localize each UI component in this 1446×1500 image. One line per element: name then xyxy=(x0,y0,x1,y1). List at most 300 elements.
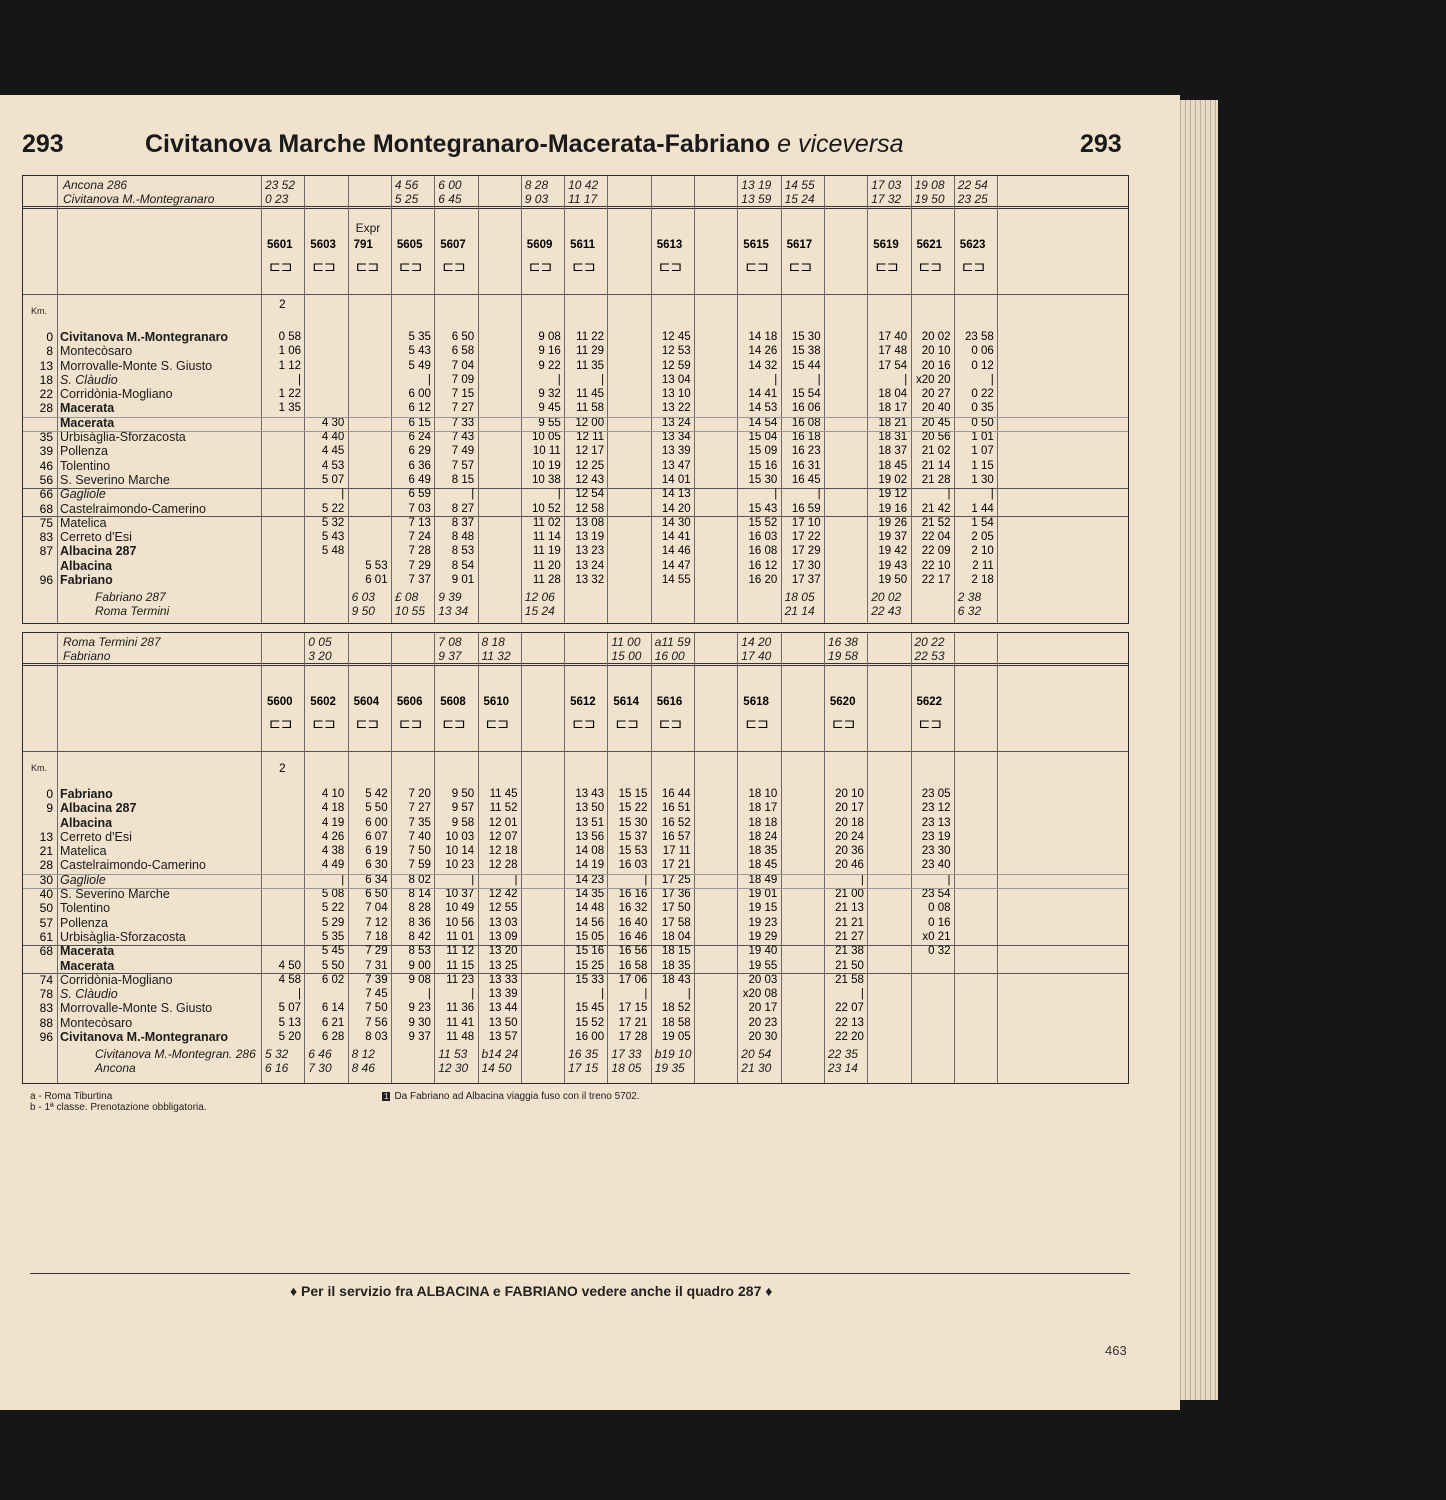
time-cell: 0 50 xyxy=(971,416,994,429)
time-cell: | xyxy=(817,488,821,501)
rule-v-1 xyxy=(304,633,305,1083)
time-cell: 1 44 xyxy=(971,502,994,515)
conn-top-time: 10 42 xyxy=(568,178,599,192)
station-name: S. Clàudio xyxy=(60,987,118,1002)
time-cell: 8 28 xyxy=(408,902,431,915)
time-cell: 18 35 xyxy=(661,959,691,972)
time-cell: 15 52 xyxy=(575,1016,605,1029)
footnote-b: b - 1ª classe. Prenotazione obbligatoria. xyxy=(30,1102,207,1113)
time-cell: 0 35 xyxy=(971,402,994,415)
time-cell: 18 58 xyxy=(661,1016,691,1029)
time-cell: 7 35 xyxy=(408,816,431,829)
train-car-icon: ⊏⊐ xyxy=(398,258,423,274)
time-cell: 23 05 xyxy=(921,788,951,800)
train-car-icon: ⊏⊐ xyxy=(745,715,769,731)
time-cell: 7 18 xyxy=(365,930,388,943)
time-cell: 2 05 xyxy=(971,531,994,544)
time-cell: 13 25 xyxy=(488,959,518,972)
km-value: 68 xyxy=(39,944,53,959)
time-cell: 5 29 xyxy=(321,916,345,929)
time-cell: 7 09 xyxy=(451,373,475,386)
time-cell: 18 49 xyxy=(748,873,778,886)
time-cell: 11 45 xyxy=(489,788,518,800)
time-cell xyxy=(263,844,301,858)
time-cell: 13 24 xyxy=(661,416,691,429)
title-tail: e viceversa xyxy=(777,130,904,158)
station-name: Cerreto d'Esi xyxy=(60,530,132,545)
time-cell: 12 18 xyxy=(488,845,518,858)
train-number: 5621 xyxy=(916,239,943,251)
conn-bottom-time: 17 33 xyxy=(611,1047,642,1061)
page-number-right: 293 xyxy=(1080,130,1122,158)
time-cell: 20 10 xyxy=(835,788,864,800)
time-cell: 18 17 xyxy=(748,802,778,815)
footnote-1: 1 Da Fabriano ad Albacina viaggia fuso con il treno 5702. xyxy=(384,1091,640,1102)
time-cell xyxy=(306,359,344,373)
class-note: 2 xyxy=(279,761,286,775)
conn-top-time: 0 05 xyxy=(308,635,332,649)
time-cell xyxy=(263,473,301,487)
time-cell: 19 26 xyxy=(878,516,908,529)
conn-top-time: 23 25 xyxy=(957,192,988,206)
train-car-icon: ⊏⊐ xyxy=(355,715,380,731)
station-list xyxy=(60,330,228,587)
time-cell: 16 46 xyxy=(618,930,648,943)
group-rule-0 xyxy=(23,417,1128,418)
time-cell: 6 12 xyxy=(408,402,431,415)
km-value: 30 xyxy=(39,872,53,887)
time-column xyxy=(436,330,474,587)
time-cell: 21 38 xyxy=(835,945,864,958)
time-cell: 9 37 xyxy=(408,1031,431,1044)
km-value xyxy=(37,816,53,830)
time-cell: 18 04 xyxy=(661,930,691,943)
time-cell xyxy=(306,373,344,387)
time-cell: 23 19 xyxy=(921,830,951,843)
time-cell: 12 00 xyxy=(575,416,605,429)
time-cell xyxy=(350,359,388,373)
time-cell: 8 42 xyxy=(408,930,431,943)
time-cell xyxy=(263,901,301,915)
station-name: Pollenza xyxy=(60,444,108,459)
conn-top-time: 6 00 xyxy=(438,178,462,192)
time-cell: 23 58 xyxy=(965,331,994,343)
conn-top-time: 13 59 xyxy=(741,192,772,206)
train-car-icon: ⊏⊐ xyxy=(658,715,683,731)
rule-h-1 xyxy=(23,294,1128,295)
rule-v-12 xyxy=(781,176,782,623)
conn-bottom-time: 8 46 xyxy=(351,1061,375,1075)
time-cell: 0 12 xyxy=(971,359,994,372)
km-value: 83 xyxy=(39,530,53,545)
time-cell: 4 18 xyxy=(321,802,345,815)
time-column xyxy=(523,330,561,587)
footnote-a: a - Roma Tiburtina xyxy=(30,1091,113,1102)
time-cell: 12 45 xyxy=(661,331,691,343)
time-cell xyxy=(350,544,388,558)
time-cell xyxy=(913,1030,951,1044)
time-cell: 16 45 xyxy=(791,473,821,486)
train-number: 5610 xyxy=(483,696,510,708)
time-cell: 5 07 xyxy=(321,473,345,486)
time-cell: 9 50 xyxy=(451,788,475,800)
time-cell xyxy=(350,459,388,473)
time-cell: 21 52 xyxy=(921,516,951,529)
train-number: 5605 xyxy=(396,239,423,251)
conn-top-time: 11 17 xyxy=(568,192,598,206)
time-cell: 13 04 xyxy=(661,373,691,386)
train-number: 791 xyxy=(353,239,373,251)
time-cell: 7 40 xyxy=(408,830,431,843)
rule-v-5 xyxy=(478,176,479,623)
station-name: Gagliole xyxy=(60,872,106,887)
conn-bottom-time: b19 10 xyxy=(654,1047,692,1061)
train-number: 5617 xyxy=(786,239,813,251)
time-cell xyxy=(306,987,344,1001)
station-name: Albacina xyxy=(60,815,113,830)
time-cell: 18 35 xyxy=(748,845,778,858)
rule-v-9 xyxy=(651,633,652,1083)
station-name: S. Severino Marche xyxy=(60,472,170,487)
time-cell: 9 16 xyxy=(538,345,561,358)
time-cell: 4 10 xyxy=(321,788,345,800)
time-column xyxy=(350,330,388,587)
rule-v-17 xyxy=(997,633,998,1083)
footnote-1-text: Da Fabriano ad Albacina viaggia fuso con il treno 5702. xyxy=(394,1091,640,1102)
time-cell: 15 37 xyxy=(618,830,648,843)
time-cell: 7 20 xyxy=(408,788,431,800)
time-cell: 19 02 xyxy=(878,473,908,486)
km-value: 35 xyxy=(39,430,53,445)
time-cell: 8 03 xyxy=(365,1031,388,1044)
time-cell: 10 14 xyxy=(445,845,475,858)
time-cell: 15 30 xyxy=(748,473,778,486)
time-column xyxy=(393,787,431,1044)
time-cell: | xyxy=(341,488,345,501)
km-value: 61 xyxy=(39,929,53,944)
time-cell: 10 19 xyxy=(532,459,561,472)
time-cell: 12 28 xyxy=(488,859,518,872)
conn-top-time: 8 18 xyxy=(481,635,505,649)
rule-v-15 xyxy=(911,633,912,1083)
conn-bottom-time: 23 14 xyxy=(827,1061,858,1075)
time-cell: 17 50 xyxy=(661,902,691,915)
time-cell: 18 04 xyxy=(878,388,908,401)
train-number: 5603 xyxy=(310,239,336,251)
time-cell: 11 20 xyxy=(532,559,561,572)
rule-v-stations xyxy=(57,176,58,623)
time-cell xyxy=(306,573,344,587)
time-column xyxy=(739,787,777,1044)
station-name: Montecòsaro xyxy=(60,344,133,359)
time-cell: 20 24 xyxy=(835,830,864,843)
time-cell: | xyxy=(471,873,475,886)
time-cell: 17 22 xyxy=(791,531,821,544)
time-cell: 11 19 xyxy=(532,545,561,558)
station-name: Macerata xyxy=(60,944,115,959)
conn-bottom-time: 15 24 xyxy=(524,604,555,618)
time-cell: 7 15 xyxy=(451,388,475,401)
train-car-icon: ⊏⊐ xyxy=(658,258,683,274)
time-cell: 16 03 xyxy=(618,859,648,872)
time-column xyxy=(826,787,864,1044)
time-cell: 1 15 xyxy=(971,459,994,472)
time-cell xyxy=(350,344,388,358)
conn-top-time: 19 58 xyxy=(827,649,858,663)
time-cell: 14 30 xyxy=(661,516,691,529)
station-name: Matelica xyxy=(60,844,107,859)
time-cell: 18 21 xyxy=(878,416,908,429)
time-cell: 20 03 xyxy=(748,973,778,986)
time-cell: 16 57 xyxy=(661,830,691,843)
rule-v-1 xyxy=(304,176,305,623)
time-cell: 13 33 xyxy=(488,973,518,986)
train-car-icon: ⊏⊐ xyxy=(572,258,596,274)
conn-bottom-time: 18 05 xyxy=(784,590,815,604)
time-cell: | xyxy=(644,873,648,886)
rule-h-0 xyxy=(23,206,1128,209)
time-cell: 13 24 xyxy=(575,559,605,572)
train-number: 5602 xyxy=(310,696,336,708)
time-cell: 18 15 xyxy=(661,945,691,958)
time-cell xyxy=(350,473,388,487)
time-cell: 14 32 xyxy=(748,359,778,372)
time-cell: 20 30 xyxy=(748,1031,778,1044)
time-cell: 9 23 xyxy=(408,1002,431,1015)
station-name: Tolentino xyxy=(60,458,111,473)
conn-bottom-time: b14 24 xyxy=(481,1047,519,1061)
time-cell: 7 24 xyxy=(408,531,431,544)
time-cell: 4 19 xyxy=(321,816,345,829)
rule-v-3 xyxy=(391,633,392,1083)
time-cell: 6 29 xyxy=(408,445,431,458)
conn-bottom-time: 6 16 xyxy=(265,1061,289,1075)
km-value: 50 xyxy=(39,901,53,916)
station-name: Corridònia-Mogliano xyxy=(60,972,173,987)
time-cell: 17 54 xyxy=(878,359,908,372)
time-cell: 16 08 xyxy=(791,416,821,429)
time-column xyxy=(306,330,344,587)
time-cell: 9 57 xyxy=(451,802,475,815)
station-name: Macerata xyxy=(60,958,115,973)
train-car-icon: ⊏⊐ xyxy=(615,715,639,731)
time-cell: 2 11 xyxy=(972,559,994,572)
rule-v-0 xyxy=(261,633,262,1083)
time-cell: 8 02 xyxy=(408,873,431,886)
time-cell: 21 14 xyxy=(921,459,951,472)
time-cell: 5 13 xyxy=(278,1016,301,1029)
time-cell: 20 17 xyxy=(835,802,864,815)
time-cell: 17 10 xyxy=(791,516,821,529)
time-cell: 20 45 xyxy=(921,416,951,429)
time-cell: 20 40 xyxy=(921,402,951,415)
time-cell: 7 56 xyxy=(365,1016,388,1029)
conn-top-time: 16 00 xyxy=(654,649,685,663)
conn-top-time: 9 37 xyxy=(438,649,462,663)
group-rule-1 xyxy=(23,888,1128,889)
time-cell: 1 35 xyxy=(278,402,301,415)
station-name: Tolentino xyxy=(60,901,111,916)
time-cell: 8 54 xyxy=(451,559,475,572)
train-number: 5604 xyxy=(353,696,380,708)
time-cell: 6 19 xyxy=(365,845,388,858)
km-label: Km. xyxy=(31,306,48,316)
time-cell xyxy=(263,930,301,944)
conn-top-time: 15 00 xyxy=(611,649,642,663)
time-cell: 21 28 xyxy=(921,473,951,486)
time-cell xyxy=(263,459,301,473)
time-cell xyxy=(306,559,344,573)
station-name: Castelraimondo-Camerino xyxy=(60,858,206,873)
time-cell: | xyxy=(774,488,778,501)
km-value: 88 xyxy=(39,1015,53,1030)
time-cell: 15 22 xyxy=(618,802,648,815)
time-cell: 13 56 xyxy=(575,830,605,843)
time-cell xyxy=(306,387,344,401)
rule-v-10 xyxy=(694,633,695,1083)
conn-bottom-time: 6 46 xyxy=(308,1047,332,1061)
time-cell: 14 20 xyxy=(661,502,691,515)
time-cell: 5 53 xyxy=(365,559,388,572)
time-cell xyxy=(263,544,301,558)
conn-top-time: 22 53 xyxy=(914,649,945,663)
conn-top-label: Fabriano xyxy=(63,649,111,663)
rule-v-13 xyxy=(824,633,825,1083)
time-column xyxy=(783,330,821,587)
station-name: Albacina 287 xyxy=(60,801,137,816)
time-cell: 21 27 xyxy=(835,930,864,943)
time-cell: 20 56 xyxy=(921,431,951,444)
time-cell: 18 10 xyxy=(748,788,778,800)
time-cell: 9 58 xyxy=(451,816,475,829)
time-cell: 13 10 xyxy=(661,388,691,401)
time-cell: | xyxy=(471,988,475,1001)
train-number: 5609 xyxy=(526,239,553,251)
time-cell: 7 04 xyxy=(451,359,475,372)
station-name: Urbisàglia-Sforzacosta xyxy=(60,430,186,445)
conn-bottom-time: 8 12 xyxy=(351,1047,375,1061)
time-cell: 6 50 xyxy=(365,888,388,901)
km-value: 83 xyxy=(39,1001,53,1016)
train-car-icon: ⊏⊐ xyxy=(875,258,899,274)
time-cell: 14 01 xyxy=(661,473,691,486)
time-cell: | xyxy=(817,373,821,386)
time-cell: 20 16 xyxy=(921,359,951,372)
timetable-outbound xyxy=(22,175,1129,624)
time-cell: 21 02 xyxy=(921,445,951,458)
time-column xyxy=(566,787,604,1044)
time-cell: 11 52 xyxy=(489,802,518,815)
time-cell: x20 20 xyxy=(915,373,951,386)
train-car-icon: ⊏⊐ xyxy=(398,715,423,731)
time-cell: 9 08 xyxy=(538,331,561,343)
conn-bottom-time: 2 38 xyxy=(957,590,982,604)
time-cell: 5 22 xyxy=(321,902,345,915)
train-car-icon: ⊏⊐ xyxy=(918,258,942,274)
conn-top-time: 16 38 xyxy=(827,635,858,649)
time-cell: 7 27 xyxy=(408,802,431,815)
conn-bottom-time: 14 50 xyxy=(481,1061,512,1075)
train-car-icon: ⊏⊐ xyxy=(312,258,336,274)
time-cell: 11 15 xyxy=(446,959,475,972)
time-cell: 22 09 xyxy=(921,545,951,558)
time-cell: 23 30 xyxy=(921,845,951,858)
time-cell: 12 58 xyxy=(575,502,605,515)
rule-v-13 xyxy=(824,176,825,623)
time-cell: 18 45 xyxy=(748,859,778,872)
time-column xyxy=(436,787,474,1044)
time-cell: 17 28 xyxy=(618,1031,648,1044)
time-cell: 6 00 xyxy=(408,388,431,401)
time-cell: 0 06 xyxy=(971,345,994,358)
time-cell: x20 08 xyxy=(742,988,778,1001)
express-label: Expr xyxy=(355,221,381,235)
conn-bottom-label: Civitanova M.-Montegran. 286 xyxy=(95,1047,256,1061)
station-name: S. Clàudio xyxy=(60,372,118,387)
time-column xyxy=(653,330,691,587)
time-cell: 4 26 xyxy=(321,830,345,843)
train-number: 5619 xyxy=(873,239,899,251)
time-cell: 6 24 xyxy=(408,431,431,444)
time-cell: 16 59 xyxy=(791,502,821,515)
train-number: 5608 xyxy=(440,696,466,708)
time-cell: 23 13 xyxy=(921,816,951,829)
rule-v-stations xyxy=(57,633,58,1083)
rule-v-17 xyxy=(997,176,998,623)
time-cell xyxy=(263,858,301,872)
time-cell: 7 04 xyxy=(365,902,388,915)
rule-v-4 xyxy=(434,633,435,1083)
time-cell: 14 35 xyxy=(575,888,605,901)
rule-v-16 xyxy=(954,176,955,623)
time-cell: 22 13 xyxy=(835,1016,864,1029)
station-name: Gagliole xyxy=(60,487,106,502)
time-cell: 5 08 xyxy=(321,888,345,901)
time-cell: 11 35 xyxy=(576,359,605,372)
time-cell: 19 16 xyxy=(878,502,908,515)
km-label: Km. xyxy=(31,763,48,773)
time-cell: 16 08 xyxy=(748,545,778,558)
time-cell: 17 36 xyxy=(661,888,691,901)
conn-top-time: 4 56 xyxy=(394,178,419,192)
time-cell xyxy=(263,559,301,573)
train-car-icon: ⊏⊐ xyxy=(269,258,293,274)
time-cell: 9 30 xyxy=(408,1016,431,1029)
time-cell: 19 50 xyxy=(878,574,908,587)
train-car-icon: ⊏⊐ xyxy=(355,258,380,274)
time-cell: 5 20 xyxy=(278,1031,301,1044)
time-cell: 16 44 xyxy=(661,788,691,800)
time-cell: 17 48 xyxy=(878,345,908,358)
time-cell: 4 49 xyxy=(321,859,345,872)
rule-v-11 xyxy=(737,176,738,623)
time-cell: 17 21 xyxy=(618,1016,648,1029)
conn-bottom-label: Ancona xyxy=(95,1061,136,1075)
time-cell xyxy=(263,916,301,930)
time-cell: 12 01 xyxy=(488,816,518,829)
time-cell: 14 55 xyxy=(661,574,691,587)
time-cell: 5 50 xyxy=(321,959,345,972)
km-value: 28 xyxy=(39,858,53,873)
time-cell: 22 17 xyxy=(921,574,951,587)
conn-bottom-time: £ 08 xyxy=(394,590,419,604)
time-cell: 10 38 xyxy=(532,473,561,486)
station-name: Morrovalle-Monte S. Giusto xyxy=(60,358,213,373)
time-cell: 13 39 xyxy=(488,988,518,1001)
time-cell xyxy=(350,530,388,544)
conn-bottom-time: 16 35 xyxy=(568,1047,599,1061)
conn-bottom-time: 6 32 xyxy=(957,604,982,618)
